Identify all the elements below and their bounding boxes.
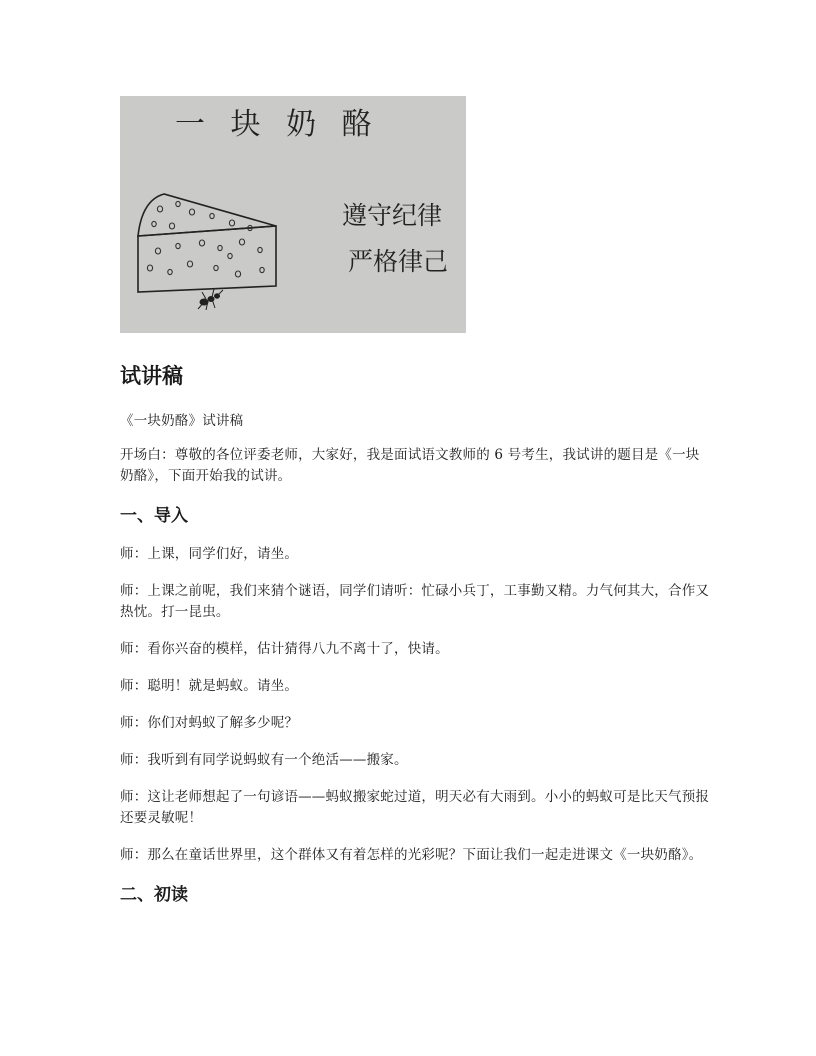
document-page xyxy=(120,96,710,907)
dialogue-line: 师：聪明！就是蚂蚁。请坐。 xyxy=(120,678,299,694)
page-title: 试讲稿 xyxy=(120,364,183,388)
dialogue-line: 师：我听到有同学说蚂蚁有一个绝活——搬家。 xyxy=(120,752,408,768)
handwritten-slogan-2: 严格律己 xyxy=(348,247,449,276)
dialogue-line: 师：看你兴奋的模样，估计猜得八九不离十了，快请。 xyxy=(120,641,449,657)
dialogue-line: 师：上课之前呢，我们来猜个谜语，同学们请听：忙碌小兵丁，工事勤又精。力气何其大，合作又热忱。打一昆虫。 xyxy=(120,583,710,620)
dialogue-line: 师：上课，同学们好，请坐。 xyxy=(120,546,299,562)
dialogue-line: 师：你们对蚂蚁了解多少呢？ xyxy=(120,715,299,731)
dialogue-line: 师：那么在童话世界里，这个群体又有着怎样的光彩呢？下面让我们一起走进课文《一块奶酪》。 xyxy=(120,847,703,863)
board-drawing xyxy=(120,96,466,333)
document-subtitle: 《一块奶酪》试讲稿 xyxy=(120,413,244,429)
lesson-board-photo xyxy=(120,96,466,333)
handwritten-title: 一 块 奶 酪 xyxy=(175,107,380,142)
opening-paragraph: 开场白：尊敬的各位评委老师，大家好，我是面试语文教师的 6 号考生，我试讲的题目是《一块奶酪》，下面开始我的试讲。 xyxy=(120,447,700,484)
section-heading-intro: 一、导入 xyxy=(120,506,188,526)
handwritten-slogan-1: 遵守纪律 xyxy=(342,201,443,230)
dialogue-line: 师：这让老师想起了一句谚语——蚂蚁搬家蛇过道，明天必有大雨到。小小的蚂蚁可是比天气预报还要灵敏呢！ xyxy=(120,789,710,826)
section-heading-first-reading: 二、初读 xyxy=(120,885,188,905)
